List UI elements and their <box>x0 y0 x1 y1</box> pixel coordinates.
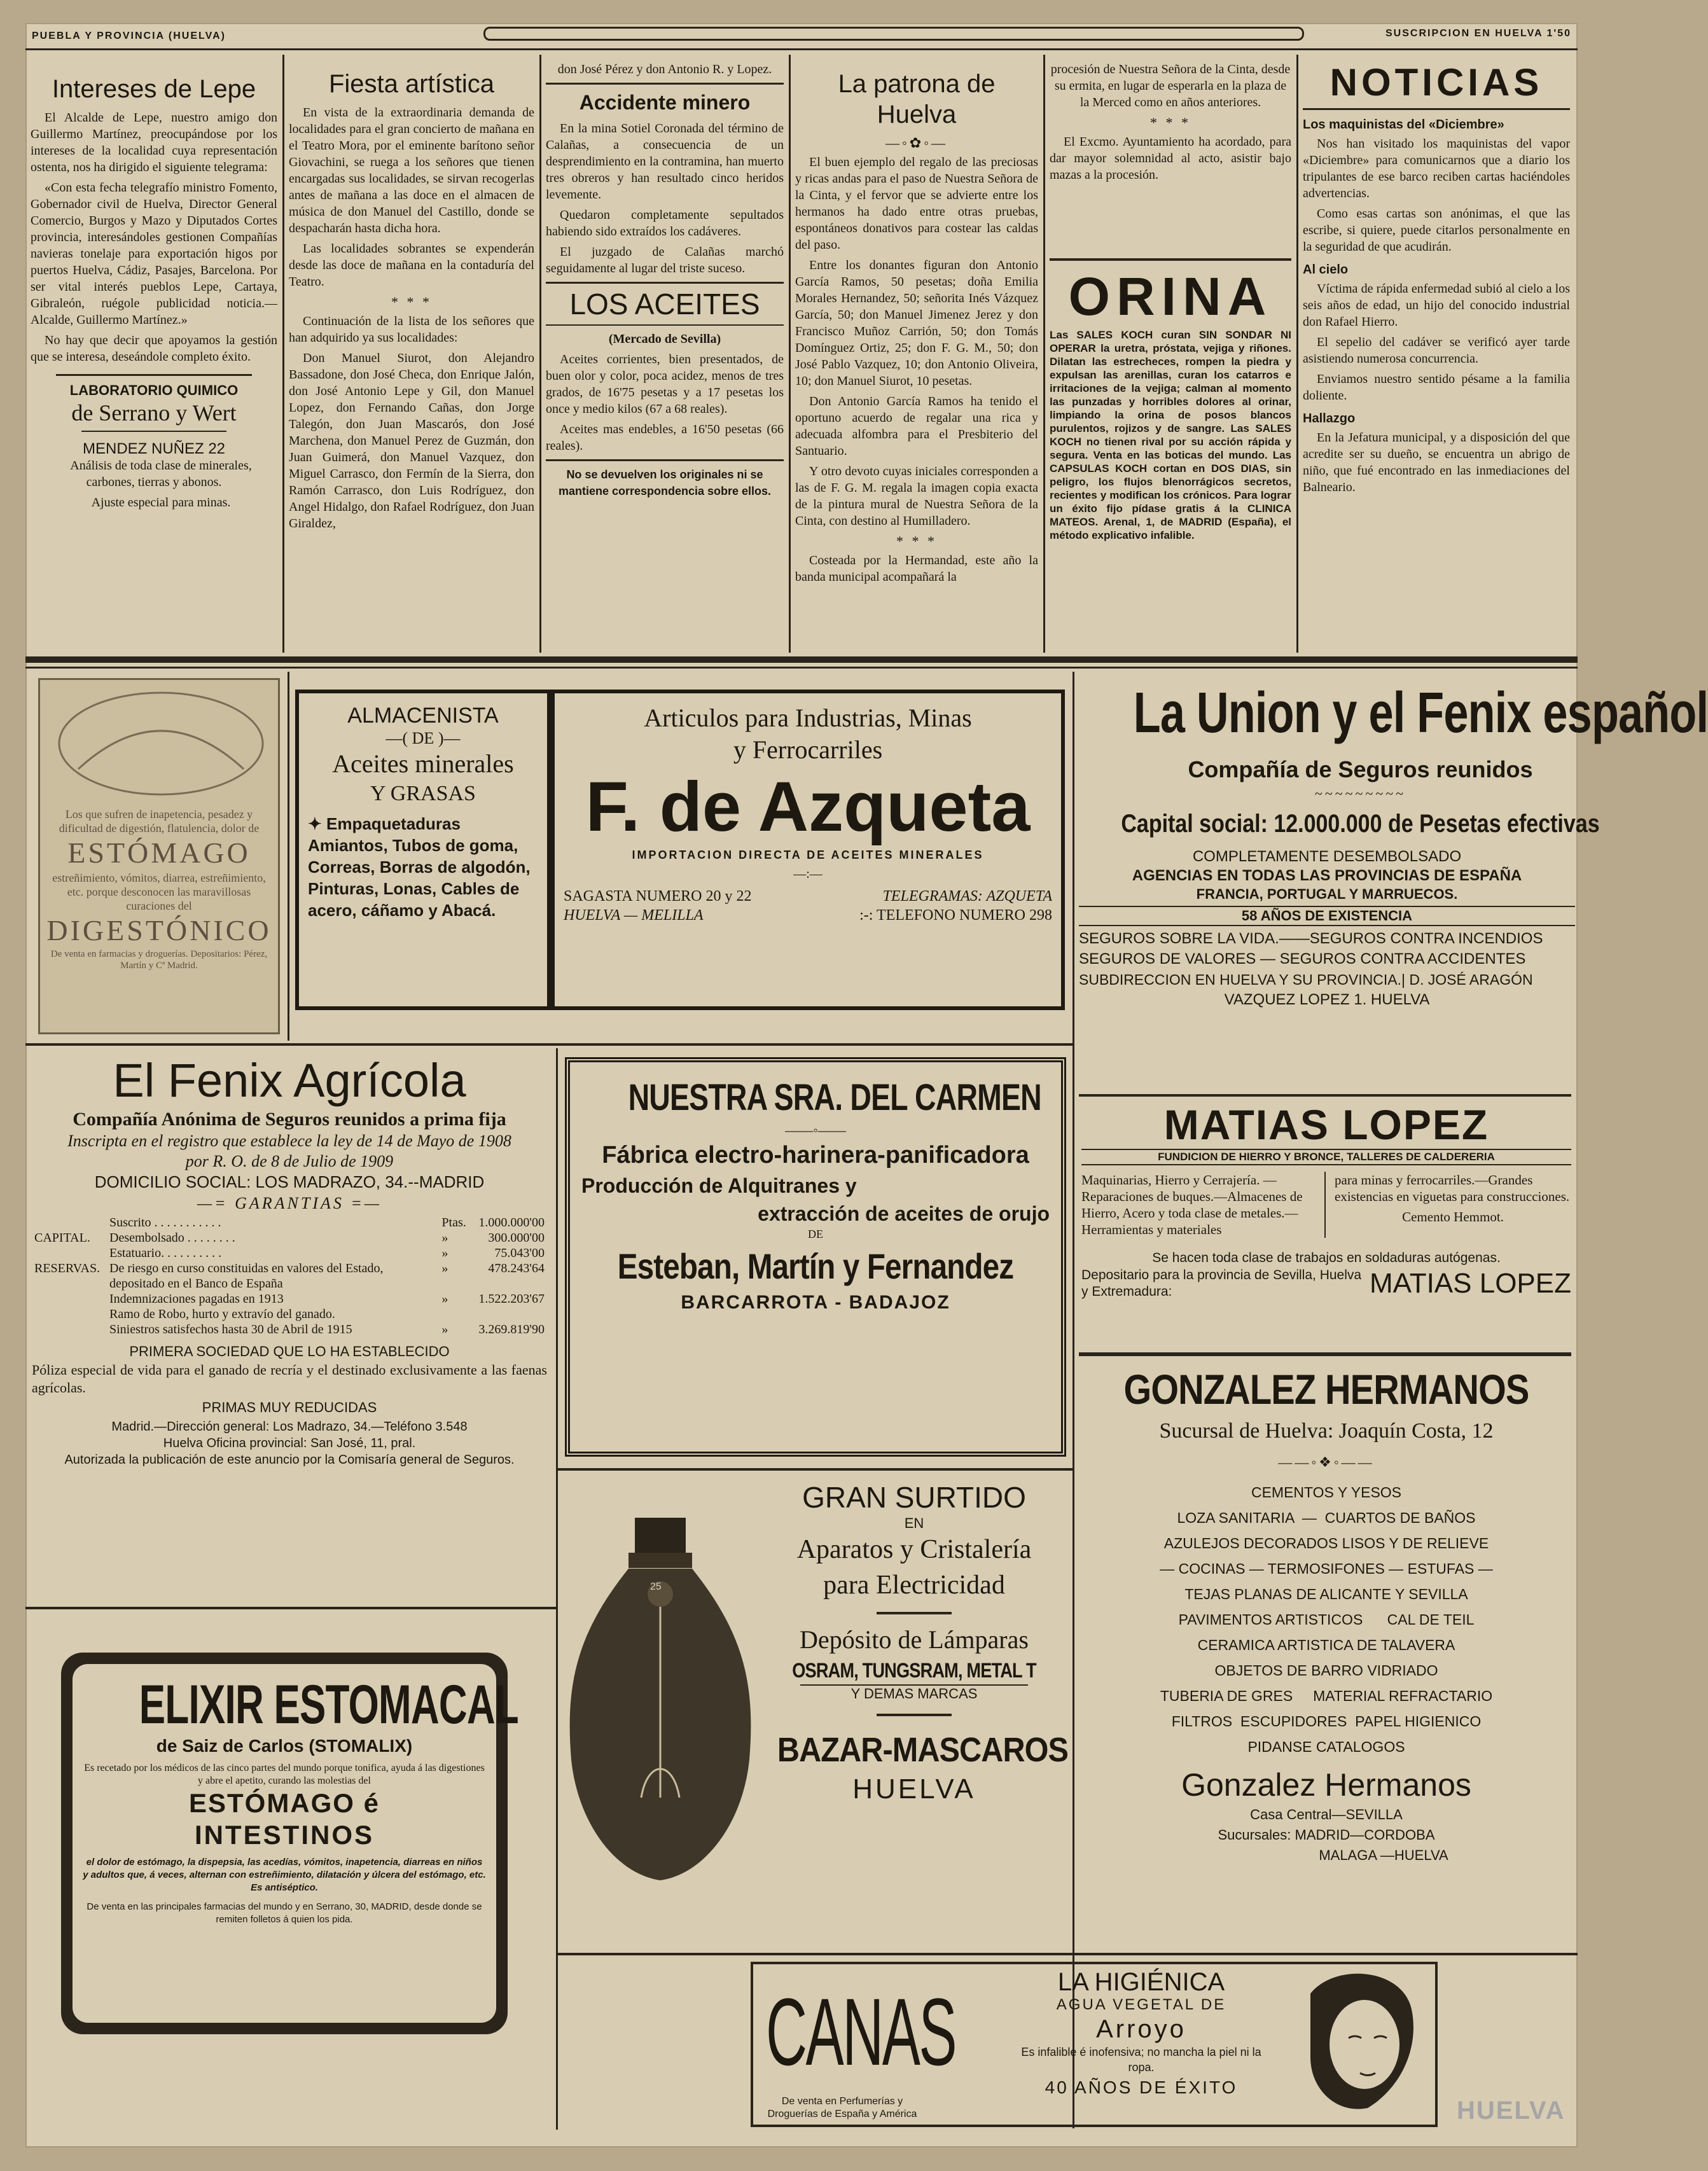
table-row <box>32 1307 547 1322</box>
ad-text: Huelva Oficina provincial: San José, 11, pral. <box>163 1436 416 1450</box>
canas-ad <box>751 1962 1438 2127</box>
ad-text: VAZQUEZ LOPEZ 1. HUELVA <box>1224 991 1430 1008</box>
article-paragraph: El Excmo. Ayuntamiento ha acordado, para dar mayor solemnidad al acto, asistir bajo mazas a la procesión. <box>1050 135 1291 182</box>
ad-keyword: INTESTINOS <box>194 1820 375 1850</box>
article-subtitle: (Mercado de Sevilla) <box>608 332 721 346</box>
article-paragraph: Entre los donantes figuran don Antonio García Ramos, 50 pesetas; doña Emilia Morales Hernandez, 50; señorita Inés Vázquez García, 50; don Manuel Jimenez Jerez y don Francisco Muñoz Carrión, 50; don Tomás Domínguez Ortiz, 25; don F. G. M., 50; don José Pablo Vazquez, 10; don Antonio Oliveira, 10; don Manuel Siurot, 10 pesetas. <box>795 258 1038 388</box>
elixir-ad <box>61 1653 519 2034</box>
lab-title: LABORATORIO QUIMICO <box>69 382 239 398</box>
archive-watermark: HUELVA <box>1457 2097 1566 2125</box>
section-rule <box>1050 258 1291 261</box>
ad-text: extracción de aceites de orujo <box>758 1202 1050 1225</box>
ad-brand: GONZALEZ HERMANOS <box>1123 1366 1529 1413</box>
matias-lopez-ad <box>1081 1100 1571 1355</box>
ad-text: Casa Central—SEVILLA <box>1250 1807 1403 1822</box>
ad-text: DE <box>808 1228 823 1240</box>
ad-title: ALMACENISTA <box>347 704 499 728</box>
ad-text: PRIMAS MUY REDUCIDAS <box>202 1399 377 1415</box>
carmen-ad: NUESTRA SRA. DEL CARMEN ——◦—— Fábrica electro-harinera-panificadora Producción de Alquitranes y extracción de aceites de orujo DE Esteban, Martín y Fernandez BARCARROTA - BADAJOZ <box>565 1057 1066 1457</box>
article-paragraph: Como esas cartas son anónimas, el que las escribe, si quiere, puede citarlos personalmente en la seguridad de que acudirán. <box>1303 207 1570 254</box>
ad-text: Póliza especial de vida para el ganado de recría y el destinado exclusivamente a las faenas agrícolas. <box>32 1362 547 1396</box>
article-title: Intereses de Lepe <box>52 75 256 103</box>
ad-capital: Capital social: 12.000.000 de Pesetas efectivas <box>1121 810 1600 838</box>
table-cell: » <box>441 1261 448 1275</box>
ad-text: ✦ Empaquetaduras Amiantos, Tubos de goma, Correas, Borras de algodón, Pinturas, Lonas, Cables de acero, cáñamo y Abacá. <box>308 814 531 920</box>
ad-text: COMPLETAMENTE DESEMBOLSADO <box>1192 848 1462 865</box>
table-cell: 478.243'64 <box>488 1261 545 1275</box>
product-item: TUBERIA DE GRES MATERIAL REFRACTARIO <box>1160 1688 1493 1704</box>
ad-brand: MATIAS LOPEZ <box>1163 1101 1489 1148</box>
ad-text: De venta en Perfumerías y Droguerías de España y América <box>767 2096 917 2119</box>
table-cell: Ptas. <box>441 1216 466 1230</box>
column-fiesta-artistica <box>289 69 534 648</box>
ad-subtitle: de Saiz de Carlos (STOMALIX) <box>156 1736 413 1756</box>
light-bulb-icon <box>565 1518 756 1887</box>
ad-brand: La Union y el Fenix español <box>1133 681 1708 745</box>
masthead-left: PUEBLA Y PROVINCIA (HUELVA) <box>32 31 226 41</box>
product-item: TEJAS PLANAS DE ALICANTE Y SEVILLA <box>1184 1586 1468 1602</box>
table-cell <box>32 1291 107 1307</box>
article-paragraph: No hay que decir que apoyamos la gestión que se interesa, deseándole completo éxito. <box>31 333 277 364</box>
table-cell: 1.000.000'00 <box>478 1216 545 1230</box>
column-procesion <box>1050 61 1291 258</box>
ad-place: BARCARROTA - BADAJOZ <box>681 1292 950 1313</box>
article-paragraph: don José Pérez y don Antonio R. y Lopez. <box>557 62 772 76</box>
almacenista-ad <box>295 690 551 1010</box>
ad-subtitle: Sucursal de Huelva: Joaquín Costa, 12 <box>1159 1419 1494 1443</box>
table-row <box>32 1322 547 1337</box>
ad-brand: CANAS <box>766 1978 956 2085</box>
column-accidente <box>546 61 784 648</box>
editorial-note: No se devuelven los originales ni se mantiene correspondencia sobre ellos. <box>558 468 772 497</box>
table-cell: RESERVAS. <box>34 1261 101 1275</box>
product-item: FILTROS ESCUPIDORES PAPEL HIGIENICO <box>1171 1713 1482 1730</box>
ad-brand: NUESTRA SRA. DEL CARMEN <box>628 1077 1041 1118</box>
lab-name: de Serrano y Wert <box>71 400 237 426</box>
section-divider <box>1079 1352 1571 1356</box>
union-fenix-ad: La Union y el Fenix español Compañía de Seguros reunidos ~~~~~~~~~ Capital social: 12.000.000 de Pesetas efectivas COMPLETAMENTE DESEMBOLSADO AGENCIAS EN TODAS LAS PROVINCIAS DE ESPAÑA FRANCIA, PORTUGAL Y MARRUECOS. 58 AÑOS DE EXISTENCIA SEGUROS SOBRE LA VIDA.——SEGUROS CONTRA INCENDIOS SEGUROS DE VALORES — SEGUROS CONTRA ACCIDENTES SUBDIRECCION EN HUELVA Y SU PROVINCIA.| D. JOSÉ ARAGÓN VAZQUEZ LOPEZ 1. HUELVA <box>1079 678 1575 1085</box>
table-cell: 1.522.203'67 <box>478 1292 545 1306</box>
ad-brand: Arroyo <box>1096 2015 1186 2043</box>
product-item: LOZA SANITARIA — CUARTOS DE BAÑOS <box>1177 1509 1476 1526</box>
table-cell: Estatuario. . . . . . . . . . <box>109 1246 222 1260</box>
column-rule <box>556 1048 558 2130</box>
ad-subtitle: Compañía Anónima de Seguros reunidos a prima fija <box>73 1109 506 1130</box>
ad-text: Autorizada la publicación de este anuncio por la Comisaría general de Seguros. <box>64 1453 515 1467</box>
ad-text: Aparatos y Cristalería <box>796 1535 1032 1564</box>
ad-brand: ELIXIR ESTOMACAL <box>139 1674 519 1735</box>
table-cell: » <box>441 1322 448 1336</box>
ad-text: 58 AÑOS DE EXISTENCIA <box>1079 906 1575 926</box>
news-heading: Al cielo <box>1303 263 1349 277</box>
top-rule <box>25 48 1578 50</box>
section-divider <box>1079 1094 1571 1097</box>
ad-text: Depósito de Lámparas <box>800 1625 1029 1654</box>
article-paragraph: Costeada por la Hermandad, este año la banda municipal acompañará la <box>795 553 1038 584</box>
ad-text: Producción de Alquitranes y <box>581 1174 857 1197</box>
section-divider <box>25 667 1578 669</box>
ad-text: el dolor de estómago, la dispepsia, las acedías, vómitos, inapetencia, diarreas en niños y adultos que, á veces, alternan con estreñimiento, dilatación y úlcera del estómago, etc. Es antiséptico. <box>83 1857 486 1893</box>
table-row <box>32 1291 547 1307</box>
ad-text: —( DE )— <box>385 729 461 747</box>
ad-address: HUELVA — MELILLA <box>564 907 704 924</box>
article-paragraph: En la Jefatura municipal, y a disposición del que acredite ser su dueño, se encuentra un abrigo de niño, que fué encontrado en las inmediaciones del Balneario. <box>1303 431 1570 494</box>
ornament: —◦✿◦— <box>885 135 948 151</box>
ad-text: FRANCIA, PORTUGAL Y MARRUECOS. <box>1196 886 1458 902</box>
ad-address: SAGASTA NUMERO 20 y 22 <box>564 888 752 905</box>
table-cell: » <box>441 1292 448 1306</box>
product-list <box>1081 1480 1571 1759</box>
ad-text: Madrid.—Dirección general: Los Madrazo, 34.—Teléfono 3.548 <box>111 1420 468 1434</box>
bazar-mascaros-ad <box>565 1480 1069 1950</box>
product-item: AZULEJOS DECORADOS LISOS Y DE RELIEVE <box>1163 1535 1489 1551</box>
masthead-banner <box>483 27 1304 41</box>
ad-text: AGUA VEGETAL DE <box>1056 1996 1226 2013</box>
ad-keyword: DIGESTÓNICO <box>46 914 272 947</box>
ad-subtitle: FUNDICION DE HIERRO Y BRONCE, TALLERES DE CALDERERIA <box>1081 1149 1571 1165</box>
ad-text: EN <box>904 1515 924 1531</box>
ad-text: Es infalible é inofensiva; no mancha la piel ni la ropa. <box>1021 2046 1261 2074</box>
ad-text: Las SALES KOCH curan SIN SONDAR NI OPERAR la uretra, próstata, vejiga y riñones. Dilatan las estrecheces, rompen la piedra y expulsan las arenillas, curan los catarros e irritaciones de la vejiga; calman al momento las punzadas y horribles dolores al orinar, limpiando la orina de posos blancos purulentos, rojizos y de sangre. Las SALES KOCH no tienen rival por su acción rápida y segura. Venta en las boticas del mundo. Las CAPSULAS KOCH cortan en DOS DIAS, sin peligro, los flujos blenorrágicos secretos, recientes y modifican los crónicos. Para lograr un éxito fijo pídase gratis á la CLINICA MATEOS. Arenal, 1, de MADRID (España), el método explicativo infalible. <box>1050 329 1291 541</box>
article-title: Accidente minero <box>579 91 751 114</box>
table-cell <box>476 1307 547 1322</box>
bulb-wattage: 25 <box>650 1581 662 1592</box>
ad-brand: El Fenix Agrícola <box>113 1054 466 1107</box>
ad-text: Cemento Hemmot. <box>1402 1209 1504 1224</box>
ad-keyword: ESTÓMAGO é <box>188 1788 380 1818</box>
article-paragraph: procesión de Nuestra Señora de la Cinta, desde su ermita, en lugar de esperarla en la plaza de la Merced como en años anteriores. <box>1050 62 1291 109</box>
ad-text: y Ferrocarriles <box>733 735 883 764</box>
column-rule <box>1043 55 1045 653</box>
section-divider <box>556 1468 1073 1471</box>
ad-heading: LA HIGIÉNICA <box>1057 1968 1225 1996</box>
article-paragraph: Aceites mas endebles, a 16'50 pesetas (66 reales). <box>546 422 784 453</box>
product-item: OBJETOS DE BARRO VIDRIADO <box>1214 1662 1438 1679</box>
digestonico-ad <box>38 678 280 1034</box>
ad-text: Sucursales: MADRID—CORDOBA <box>1218 1827 1435 1843</box>
article-paragraph: Continuación de la lista de los señores que han adquirido ya sus localidades: <box>289 314 534 345</box>
news-heading: Los maquinistas del «Diciembre» <box>1303 118 1504 132</box>
article-paragraph: En la mina Sotiel Coronada del término de Calañas, a consecuencia de un desprendimiento en la contramina, han muerto tres obreros y han resultado cinco heridos levemente. <box>546 121 784 202</box>
column-rule <box>288 672 289 1041</box>
table-cell: 3.269.819'90 <box>478 1322 545 1336</box>
ad-text: Los que sufren de inapetencia, pesadez y dificultad de digestión, flatulencia, dolor de <box>59 808 260 835</box>
ad-text: PRIMERA SOCIEDAD QUE LO HA ESTABLECIDO <box>129 1343 450 1359</box>
ad-heading: Aceites minerales <box>332 749 514 778</box>
ad-company: Esteban, Martín y Fernandez <box>617 1246 1014 1286</box>
table-cell: De riesgo en curso constituidas en valores del Estado, depositado en el Banco de España <box>109 1261 384 1291</box>
article-paragraph: En vista de la extraordinaria demanda de localidades para el gran concierto de mañana en el Teatro Mora, por el eminente barítono señor Giovachini, se ruega a los señores que tienen encargadas sus localidades, se sirvan recogerlas antes de mañana a las doce en el almacen de música de don Manuel del Castillo, donde se despacharán hasta dicha hora. <box>289 106 534 235</box>
column-patrona-huelva <box>795 69 1038 648</box>
article-paragraph: El buen ejemplo del regalo de las preciosas y ricas andas para el paso de Nuestra Señora de la Cinta, y el fervor que se advierte entre los hermanos ha dado entre otras pruebas, espontáneos donativos para costear las caldas del paso. <box>795 155 1038 252</box>
ad-text: Maquinarias, Hierro y Cerrajería. —Reparaciones de buques.—Almacenes de Hierro, Acero y toda clase de metales.—Herramientas y materiales <box>1081 1172 1326 1238</box>
ad-text: IMPORTACION DIRECTA DE ACEITES MINERALES <box>632 849 984 861</box>
table-cell: Suscrito . . . . . . . . . . . <box>109 1216 221 1230</box>
article-paragraph: Aceites corrientes, bien presentados, de buen olor y color, poca acidez, menos de tres grados, de 16'75 pesetas y a 17 pesetas los once y medio kilos (67 a 68 reales). <box>546 352 784 416</box>
lab-text: Análisis de toda clase de minerales, carbones, tierras y abonos. <box>70 459 252 489</box>
ad-heading: Y GRASAS <box>370 782 476 805</box>
ad-title: ORINA <box>1068 267 1273 326</box>
article-paragraph: El sepelio del cadáver se verificó ayer tarde asistiendo numerosa concurrencia. <box>1303 335 1570 366</box>
article-paragraph: Y otro devoto cuyas iniciales corresponden a las de F. G. M. regala la imagen copia exacta de la pintura mural de Nuestra Señora de la Cinta, con destino al Humilladero. <box>795 464 1038 528</box>
ad-subtitle: Compañía de Seguros reunidos <box>1188 756 1533 782</box>
section-title: NOTICIAS <box>1330 61 1543 104</box>
article-title: LOS ACEITES <box>569 288 760 321</box>
column-noticias <box>1303 59 1570 648</box>
decorative-illustration <box>40 680 282 807</box>
product-item: CEMENTOS Y YESOS <box>1251 1484 1402 1501</box>
ad-text: por R. O. de 8 de Julio de 1909 <box>185 1152 394 1170</box>
section-divider <box>556 1953 1578 1955</box>
section-divider <box>25 656 1578 663</box>
ornament: * * * <box>1150 114 1191 130</box>
table-cell: » <box>441 1231 448 1245</box>
article-paragraph: Don Manuel Siurot, don Alejandro Bassadone, don José Checa, don Enrique Jalón, don José Antonio Lepe y Gil, don Manuel Lopez, don Fernando Cañas, don Jorge Talegón, don Juan Mascarós, don José Marchena, don Manuel Perez de Guzmán, don Juan Guimerá, don Manuel Vazquez, don Miguel Carrasco, don Fermín de la Sierra, don Ramón Carrasco, don Luis Rodríguez, don Angel Hidalgo, don Rafael Rodríguez, don Juan Giraldez, <box>289 351 534 531</box>
ad-place: HUELVA <box>852 1773 976 1805</box>
table-row <box>32 1245 547 1261</box>
section-divider <box>25 1043 1073 1046</box>
table-cell <box>32 1215 107 1230</box>
product-item: PIDANSE CATALOGOS <box>1247 1738 1405 1755</box>
table-cell: » <box>441 1246 448 1260</box>
product-item: CERAMICA ARTISTICA DE TALAVERA <box>1197 1637 1455 1653</box>
gonzalez-hermanos-ad: GONZALEZ HERMANOS Sucursal de Huelva: Joaquín Costa, 12 ——◦❖◦—— CEMENTOS Y YESOS LOZA SANITARIA — CUARTOS DE BAÑOS AZULEJOS DECORADOS LISOS Y DE RELIEVE — COCINAS — TERMOSIFONES — ESTUFAS — TEJAS PLANAS DE ALICANTE Y SEVILLA PAVIMENTOS ARTISTICOS CAL DE TEIL CERAMICA ARTISTICA DE TALAVERA OBJETOS DE BARRO VIDRIADO TUBERIA DE GRES MATERIAL REFRACTARIO FILTROS ESCUPIDORES PAPEL HIGIENICO PIDANSE CATALOGOS Gonzalez Hermanos Casa Central—SEVILLA Sucursales: MADRID—CORDOBA MALAGA —HUELVA <box>1081 1361 1571 1959</box>
column-rule <box>789 55 791 653</box>
masthead-right: SUSCRIPCION EN HUELVA 1'50 <box>1385 28 1571 39</box>
news-heading: Hallazgo <box>1303 412 1356 426</box>
ad-text: AGENCIAS EN TODAS LAS PROVINCIAS DE ESPAÑA <box>1132 867 1522 884</box>
ad-brand: Gonzalez Hermanos <box>1181 1767 1471 1803</box>
ornament: * * * <box>896 533 937 549</box>
table-cell <box>32 1322 107 1337</box>
ad-text: Articulos para Industrias, Minas <box>644 704 972 732</box>
ad-text: De venta en las principales farmacias del mundo y en Serrano, 30, MADRID, desde donde se remiten folletos á quien los pida. <box>87 1901 482 1925</box>
ad-text: Y DEMAS MARCAS <box>800 1684 1028 1702</box>
lab-address: MENDEZ NUÑEZ 22 <box>82 440 226 457</box>
woman-portrait-illustration <box>1285 1968 1431 2121</box>
product-item: PAVIMENTOS ARTISTICOS CAL DE TEIL <box>1178 1611 1475 1628</box>
table-row <box>32 1230 547 1245</box>
section-divider <box>25 1607 556 1609</box>
ad-text: Fábrica electro-harinera-panificadora <box>602 1142 1029 1169</box>
article-paragraph: «Con esta fecha telegrafío ministro Fomento, Gobernador civil de Huelva, Director General Comercio, Burgos y Mazo y Diputados Cortes provincia, interesándoles gestionen Compañías navieras tonelaje para exportación higos por puertos Huelva, Cádiz, Pasajes, Barcelona. Por ser vital interés pueblos Lepe, Cartaya, Gibraleón, ruégole publicidad noticia.—Alcalde, Guillermo Martínez.» <box>31 181 277 327</box>
article-paragraph: El juzgado de Calañas marchó seguidamente al lugar del triste suceso. <box>546 245 784 275</box>
orina-ad <box>1050 265 1291 646</box>
table-row <box>32 1261 547 1291</box>
column-rule <box>1073 672 1074 2128</box>
ad-text: OSRAM, TUNGSRAM, METAL T <box>792 1659 1036 1682</box>
newspaper-page <box>25 23 1708 2147</box>
article-paragraph: Nos han visitado los maquinistas del vapor «Diciembre» para comunicarnos que a diario los tripulantes de ese barco reciben cartas haciéndoles advertencias. <box>1303 137 1570 200</box>
ad-text: De venta en farmacias y droguerías. Depositarios: Pérez, Martín y Cª Madrid. <box>50 949 268 971</box>
article-paragraph: Enviamos nuestro sentido pésame a la familia doliente. <box>1303 372 1570 403</box>
table-cell <box>439 1307 476 1322</box>
guarantees-table <box>32 1215 547 1337</box>
ad-telegram: TELEGRAMAS: AZQUETA <box>882 888 1052 905</box>
ad-text: 40 AÑOS DE ÉXITO <box>1045 2077 1238 2097</box>
ad-text: GRAN SURTIDO <box>802 1481 1026 1514</box>
fenix-agricola-ad <box>32 1053 547 1620</box>
table-cell <box>32 1307 107 1322</box>
ad-text: Depositario para la provincia de Sevilla, Huelva y Extremadura: <box>1081 1268 1362 1299</box>
column-rule <box>539 55 541 653</box>
table-row <box>32 1215 547 1230</box>
table-cell: 300.000'00 <box>488 1231 545 1245</box>
ad-text: DOMICILIO SOCIAL: LOS MADRAZO, 34.--MADRID <box>94 1172 485 1191</box>
ad-brand: MATIAS LOPEZ <box>1369 1268 1571 1299</box>
ad-text: estreñimiento, vómitos, diarrea, estreñimiento, etc. porque desconocen las maravillosas curaciones del <box>52 871 266 912</box>
column-rule <box>282 55 284 653</box>
table-cell: Ramo de Robo, hurto y extravío del ganado. <box>109 1307 335 1321</box>
article-title: Fiesta artística <box>328 70 495 98</box>
ad-keyword: ESTÓMAGO <box>67 836 251 869</box>
table-cell <box>32 1245 107 1261</box>
ad-text: Inscripta en el registro que establece la ley de 14 de Mayo de 1908 <box>67 1132 511 1150</box>
ad-text: SUBDIRECCION EN HUELVA Y SU PROVINCIA.| D. JOSÉ ARAGÓN <box>1079 971 1533 988</box>
column-intereses-lepe <box>31 74 277 646</box>
lab-text: Ajuste especial para minas. <box>91 496 231 510</box>
product-item: — COCINAS — TERMOSIFONES — ESTUFAS — <box>1160 1560 1493 1577</box>
table-cell: Indemnizaciones pagadas en 1913 <box>109 1292 284 1306</box>
article-paragraph: Víctima de rápida enfermedad subió al cielo a los seis años de edad, un hijo del conocido industrial don Rafael Hierro. <box>1303 282 1570 329</box>
article-title: La patrona de Huelva <box>838 70 996 128</box>
table-cell: 75.043'00 <box>494 1246 545 1260</box>
ad-text: para minas y ferrocarriles.—Grandes existencias en viguetas para construcciones. <box>1335 1172 1570 1204</box>
ad-text: MALAGA —HUELVA <box>1319 1847 1448 1863</box>
table-cell: Desembolsado . . . . . . . . <box>109 1231 235 1245</box>
ad-text: Es recetado por los médicos de las cinco partes del mundo porque tonifica, ayuda á las digestiones y abre el apetito, curando las molestias del <box>84 1763 485 1786</box>
article-paragraph: El Alcalde de Lepe, nuestro amigo don Guillermo Martínez, preocupándose por los intereses de la localidad cuya representación ostenta, nos ha dirigido el siguiente telegrama: <box>31 111 277 174</box>
ad-text: SEGUROS SOBRE LA VIDA.——SEGUROS CONTRA INCENDIOS <box>1079 930 1543 947</box>
article-paragraph: Don Antonio García Ramos ha tenido el oportuno acuerdo de regalar una rica y adecuada alfombra para el Presbiterio del Santuario. <box>795 394 1038 458</box>
ad-text: Se hacen toda clase de trabajos en soldaduras autógenas. <box>1152 1251 1501 1265</box>
article-paragraph: Las localidades sobrantes se expenderán desde las doce de mañana en la contaduría del Teatro. <box>289 242 534 289</box>
ad-brand: F. de Azqueta <box>585 768 1031 846</box>
ornament: * * * <box>391 294 432 310</box>
azqueta-ad: Articulos para Industrias, Minas y Ferrocarriles F. de Azqueta IMPORTACION DIRECTA DE ACEITES MINERALES —:— SAGASTA NUMERO 20 y 22 HUELVA — MELILLA TELEGRAMAS: AZQUETA :-: TELEFONO NUMERO 298 <box>551 690 1065 1010</box>
ad-text: —= GARANTIAS =— <box>197 1194 382 1212</box>
ad-brand: BAZAR-MASCAROS <box>777 1731 1069 1769</box>
ad-text: para Electricidad <box>823 1571 1005 1600</box>
ad-phone: :-: TELEFONO NUMERO 298 <box>859 907 1052 924</box>
table-cell: CAPITAL. <box>34 1231 90 1245</box>
column-rule <box>1296 55 1298 653</box>
ad-text: SEGUROS DE VALORES — SEGUROS CONTRA ACCIDENTES <box>1079 950 1526 968</box>
article-paragraph: Quedaron completamente sepultados habiendo sido extraídos los cadáveres. <box>546 208 784 239</box>
table-cell: Siniestros satisfechos hasta 30 de Abril de 1915 <box>109 1322 352 1336</box>
